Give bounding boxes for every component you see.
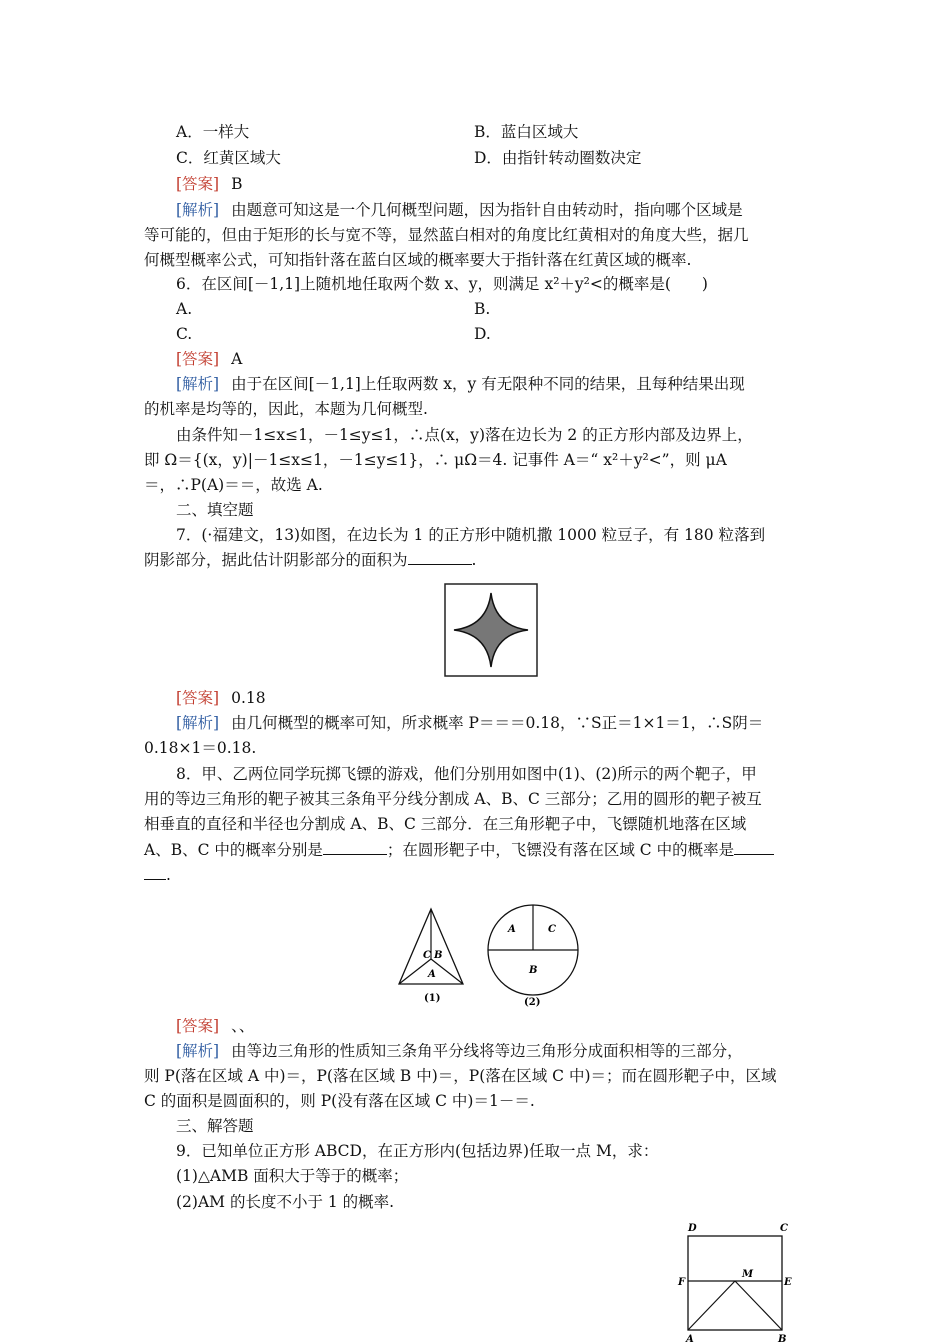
explain-tag: [解析]: [176, 201, 220, 219]
q7-explain-line-1: [解析] 由几何概型的概率可知，所求概率 P＝＝＝0.18，∵S正＝1×1＝1，∴S阴＝: [176, 714, 764, 732]
tri-label-b: B: [434, 950, 443, 961]
answer-blank: [734, 840, 774, 855]
explain-tag: [解析]: [176, 714, 220, 732]
q7-answer: 0.18: [231, 689, 266, 707]
q8-answer-line: [176, 1014, 838, 1039]
tri-label-c: C: [423, 950, 431, 961]
label-c: C: [780, 1223, 788, 1234]
section-heading-solve: 三、解答题: [176, 1117, 254, 1135]
q5-explain-line-3: 何概型概率公式，可知指针落在蓝白区域的概率要大于指针落在红黄区域的概率.: [144, 251, 692, 269]
q6-answer-line: [176, 347, 838, 372]
fig2-label: (2): [524, 997, 541, 1008]
q6-option-b: B.: [474, 300, 491, 318]
q8-explain-line-1: [解析] 由等边三角形的性质知三条角平分线将等边三角形分成面积相等的三部分，: [176, 1042, 743, 1060]
q8-explain-line-2: 则 P(落在区域 A 中)＝，P(落在区域 B 中)＝，P(落在区域 C 中)＝；而在圆形靶子中，区域: [144, 1067, 777, 1085]
section-heading-fill-blank: 二、填空题: [176, 501, 254, 519]
q5-answer-line: [176, 172, 838, 197]
q7-square-star-figure: [444, 583, 538, 677]
q5-answer: B: [231, 175, 243, 193]
q9-stem-line-3: (2)AM 的长度不小于 1 的概率.: [176, 1193, 395, 1211]
q8-stem-line-5: .: [144, 863, 806, 888]
answer-tag: [答案]: [176, 175, 220, 193]
q5-option-a: A．一样大: [176, 123, 250, 141]
explain-tag: [解析]: [176, 1042, 220, 1060]
q7-stem-line-1: 7．(·福建文，13)如图，在边长为 1 的正方形中随机撒 1000 粒豆子，有 180 粒落到: [176, 526, 766, 544]
q7-answer-line: [176, 686, 838, 711]
q6-option-a: A.: [176, 300, 193, 318]
q5-explain-line-2: 等可能的，但由于矩形的长与宽不等，显然蓝白相对的角度比红黄相对的角度大些，据几: [144, 226, 749, 244]
q6-answer: A: [231, 350, 243, 368]
q6-stem: 6．在区间[－1,1]上随机地任取两个数 x、y，则满足 x²＋y²<的概率是( ): [176, 275, 708, 293]
q8-circle-target-figure: [484, 902, 582, 1008]
answer-blank: [144, 865, 166, 880]
answer-tag: [答案]: [176, 1017, 220, 1035]
tri-label-a: A: [428, 969, 436, 980]
circle-label-b: B: [529, 965, 538, 976]
q8-explain-line-3: C 的面积是圆面积的，则 P(没有落在区域 C 中)＝1－＝.: [144, 1092, 535, 1110]
q7-stem-line-2: 阴影部分，据此估计阴影部分的面积为 .: [144, 551, 477, 569]
q8-stem-line-3: 相垂直的直径和半径也分割成 A、B、C 三部分．在三角形靶子中，飞镖随机地落在区域: [144, 815, 747, 833]
q5-option-d: D．由指针转动圈数决定: [474, 149, 642, 167]
label-f: F: [678, 1277, 686, 1288]
q6-option-c: C.: [176, 325, 193, 343]
q8-stem-line-4: A、B、C 中的概率分别是 ；在圆形靶子中，飞镖没有落在区域 C 中的概率是: [144, 838, 806, 863]
q8-triangle-target-figure: [396, 906, 466, 1006]
answer-blank: [323, 840, 387, 855]
q8-stem-line-1: 8．甲、乙两位同学玩掷飞镖的游戏，他们分别用如图中(1)、(2)所示的两个靶子，甲: [176, 765, 757, 783]
q6-explain-line-2: 的机率是均等的，因此，本题为几何概型.: [144, 400, 428, 418]
q9-unit-square-figure: [676, 1220, 800, 1344]
q6-explain-line-4: 即 Ω＝{(x，y)|－1≤x≤1，－1≤y≤1}，∴ μΩ＝4. 记事件 A＝“ x²＋y²<”，则 μA: [144, 451, 727, 469]
q8-answer: 、、: [231, 1017, 255, 1035]
explain-tag: [解析]: [176, 375, 220, 393]
q7-explain-line-2: 0.18×1＝0.18.: [144, 739, 257, 757]
label-d: D: [688, 1223, 697, 1234]
q5-explain-line-1: [解析] 由题意可知这是一个几何概型问题，因为指针自由转动时，指向哪个区域是: [176, 201, 743, 219]
q8-stem-line-2: 用的等边三角形的靶子被其三条角平分线分割成 A、B、C 三部分；乙用的圆形的靶子被互: [144, 790, 762, 808]
answer-tag: [答案]: [176, 350, 220, 368]
label-e: E: [784, 1277, 792, 1288]
q6-explain-line-5: ＝，∴P(A)＝＝，故选 A.: [144, 476, 323, 494]
q6-explain-line-3: 由条件知－1≤x≤1，－1≤y≤1，∴点(x，y)落在边长为 2 的正方形内部及边界上，: [176, 426, 753, 444]
label-a: A: [686, 1334, 694, 1344]
label-b: B: [778, 1334, 787, 1344]
q5-option-c: C．红黄区域大: [176, 149, 281, 167]
answer-blank: [408, 550, 472, 565]
circle-label-c: C: [548, 924, 556, 935]
label-m: M: [742, 1269, 754, 1280]
q9-stem-line-2: (1)△AMB 面积大于等于的概率；: [176, 1167, 409, 1185]
q6-explain-line-1: [解析] 由于在区间[－1,1]上任取两数 x，y 有无限种不同的结果，且每种结果出现: [176, 375, 745, 393]
q6-option-d: D.: [474, 325, 491, 343]
circle-label-a: A: [508, 924, 516, 935]
answer-tag: [答案]: [176, 689, 220, 707]
fig1-label: (1): [424, 993, 441, 1004]
q5-option-b: B．蓝白区域大: [474, 123, 579, 141]
q9-stem-line-1: 9．已知单位正方形 ABCD，在正方形内(包括边界)任取一点 M，求：: [176, 1142, 659, 1160]
